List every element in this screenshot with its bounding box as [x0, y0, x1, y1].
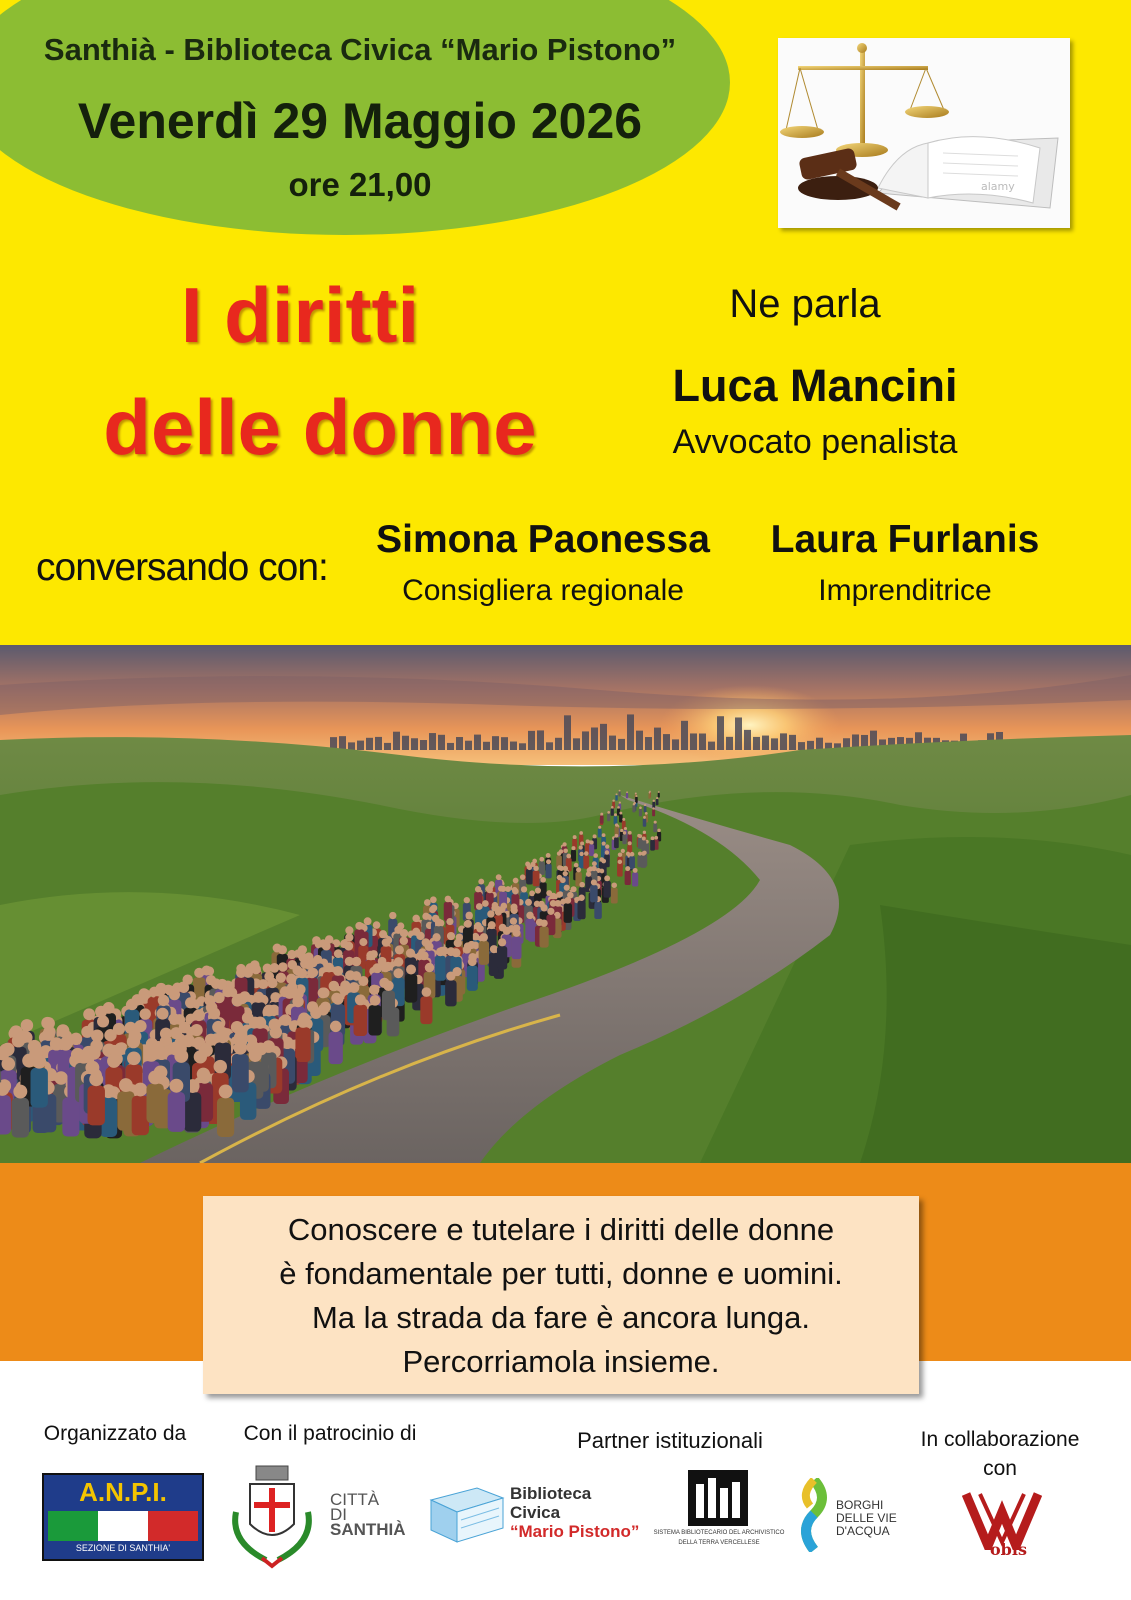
- library-system-sub: DELLA TERRA VERCELLESE: [678, 1540, 760, 1546]
- organized-label: Organizzato da: [43, 1422, 187, 1445]
- vobis-logo: [962, 1488, 1042, 1568]
- library-line: Civica: [510, 1503, 561, 1522]
- justice-photo: [778, 38, 1070, 228]
- library-system-icon: [688, 1470, 748, 1526]
- guest-name: Laura Furlanis: [770, 518, 1040, 561]
- title-line-1: I diritti: [180, 271, 420, 359]
- collab-label: In collaborazione: [920, 1428, 1080, 1451]
- message-line: Conoscere e tutelare i diritti delle donne: [287, 1212, 835, 1247]
- city-line: SANTHIÀ: [330, 1520, 406, 1539]
- conversation-label: conversando con:: [36, 546, 328, 589]
- books-icon: [427, 1480, 507, 1550]
- anpi-logo-text: A.N.P.I.: [79, 1477, 167, 1507]
- message-line: è fondamentale per tutti, donne e uomini.: [279, 1256, 843, 1291]
- speaker-name: Luca Mancini: [672, 360, 958, 411]
- event-date: Venerdì 29 Maggio 2026: [77, 93, 643, 149]
- library-system-text: SISTEMA BIBLIOTECARIO DEL ARCHIVISTICO: [653, 1530, 785, 1536]
- scales-gavel-book-icon: [778, 38, 1070, 228]
- message-line: Percorriamola insieme.: [402, 1344, 720, 1379]
- venue-text: Santhià - Biblioteca Civica “Mario Pistono”: [43, 32, 677, 67]
- city-line: DI: [330, 1505, 347, 1524]
- library-line: “Mario Pistono”: [510, 1522, 640, 1541]
- vobis-text: obis: [990, 1540, 1027, 1559]
- collab-label-2: con: [983, 1457, 1017, 1480]
- patronage-label: Con il patrocinio di: [243, 1422, 417, 1445]
- city-line: CITTÀ: [330, 1490, 380, 1509]
- message-box: [203, 1196, 919, 1394]
- borghi-name: [836, 1499, 926, 1538]
- event-time: ore 21,00: [288, 166, 432, 203]
- city-name: [330, 1492, 430, 1537]
- borghi-logo-icon: [796, 1478, 832, 1552]
- watermark: alamy: [981, 180, 1015, 193]
- guest-name: Simona Paonessa: [376, 518, 710, 561]
- title-line-2: delle donne: [103, 383, 537, 471]
- guest-role: Consigliera regionale: [402, 574, 684, 607]
- borghi-line: DELLE VIE: [836, 1511, 897, 1525]
- speaker-intro: Ne parla: [729, 282, 881, 326]
- guest-role: Imprenditrice: [818, 574, 992, 607]
- speaker-role: Avvocato penalista: [672, 423, 958, 461]
- partners-label: Partner istituzionali: [577, 1428, 763, 1453]
- crowd-road-photo: [0, 645, 1131, 1163]
- library-name: [510, 1484, 650, 1541]
- library-line: Biblioteca: [510, 1484, 592, 1503]
- borghi-line: BORGHI: [836, 1498, 884, 1512]
- message-line: Ma la strada da fare è ancora lunga.: [311, 1300, 811, 1335]
- borghi-line: D'ACQUA: [836, 1524, 890, 1538]
- city-crest-icon: [226, 1462, 318, 1570]
- anpi-logo: [42, 1473, 204, 1561]
- anpi-section: SEZIONE DI SANTHIA': [75, 1543, 171, 1553]
